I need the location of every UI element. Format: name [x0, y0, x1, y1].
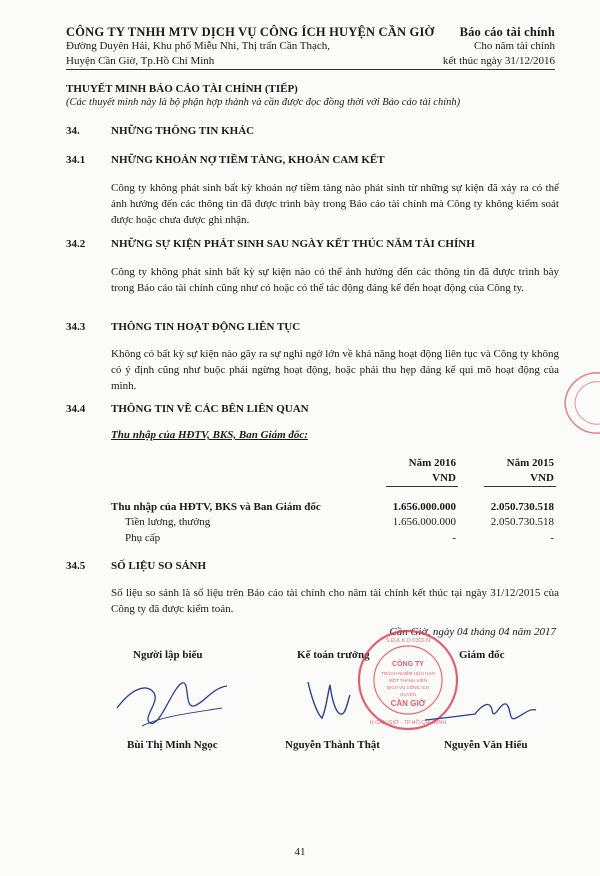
notes-title: THUYẾT MINH BÁO CÁO TÀI CHÍNH (TIẾP) — [66, 83, 298, 95]
svg-text:CÔNG TY: CÔNG TY — [392, 661, 424, 668]
section-34-5-text: Số liệu so sánh là số liệu trên Báo cáo tài chính cho năm tài chính kết thúc tại ngày 31/12/2015 của Công ty đã được kiểm toán. — [111, 587, 559, 615]
table-row: Tiền lương, thưởng — [125, 516, 211, 528]
section-34-number: 34. — [66, 125, 80, 137]
section-34-1-title: NHỮNG KHOẢN NỢ TIỀM TÀNG, KHOẢN CAM KẾT — [111, 154, 385, 166]
preparer-signature-icon — [112, 668, 232, 733]
section-34-2-text: Công ty không phát sinh bất kỳ sự kiện nào có thể ảnh hưởng đến các thông tin đã được trình bày trong Báo cáo tài chính cũng như có hoặc có thể tác động đáng kể đến hoạt động của Công ty. — [111, 266, 559, 294]
section-34-3-number: 34.3 — [66, 321, 86, 333]
table-cell-2015: 2.050.730.518 — [490, 516, 554, 528]
report-title: Báo cáo tài chính — [459, 25, 555, 39]
section-34-2-title: NHỮNG SỰ KIỆN PHÁT SINH SAU NGÀY KẾT THÚC NĂM TÀI CHÍNH — [111, 238, 475, 250]
section-34-2-number: 34.2 — [66, 238, 86, 250]
table-cell-2016: 1.656.000.000 — [392, 501, 456, 513]
preparer-name: Bùi Thị Minh Ngọc — [127, 739, 218, 751]
section-34-4-title: THÔNG TIN VỀ CÁC BÊN LIÊN QUAN — [111, 403, 309, 415]
table-row: Thu nhập của HĐTV, BKS và Ban Giám đốc — [111, 501, 321, 513]
section-34-3-text: Không có bất kỳ sự kiện nào gây ra sự nghi ngờ lớn về khả năng hoạt động liên tục và Công ty không có ý định cũng như buộc phải ngừng hoạt động, hoặc phải thu hẹp đáng kể qui mô hoạt động của mình. — [111, 348, 559, 392]
director-title: Giám đốc — [459, 649, 505, 661]
svg-text:TRÁCH NHIỆM HỮU HẠN: TRÁCH NHIỆM HỮU HẠN — [381, 671, 435, 676]
company-address-line2: Huyện Cần Giờ, Tp.Hồ Chí Minh — [66, 55, 215, 67]
svg-text:MỘT THÀNH VIÊN: MỘT THÀNH VIÊN — [388, 678, 428, 683]
header-rule — [66, 69, 555, 70]
notes-subtitle: (Các thuyết minh này là bộ phận hợp thành và cần được đọc đồng thời với Báo cáo tài chính) — [66, 97, 461, 108]
svg-text:DỊCH VỤ CÔNG ÍCH: DỊCH VỤ CÔNG ÍCH — [386, 685, 430, 690]
chief-accountant-name: Nguyễn Thành Thật — [285, 739, 380, 751]
svg-text:HUYỆN: HUYỆN — [400, 692, 416, 697]
col-2015-year: Năm 2015 — [506, 457, 554, 469]
section-34-3-title: THÔNG TIN HOẠT ĐỘNG LIÊN TỤC — [111, 321, 301, 333]
table-cell-2016: 1.656.000.000 — [392, 516, 456, 528]
company-address-line1: Đường Duyên Hải, Khu phố Miễu Nhì, Thị trấn Cần Thạch, — [66, 40, 331, 52]
svg-text:H.CẦN GIỜ - TP.HỒ CHÍ MINH: H.CẦN GIỜ - TP.HỒ CHÍ MINH — [369, 720, 447, 726]
preparer-title: Người lập biểu — [133, 649, 203, 661]
accountant-signature-icon — [300, 670, 360, 730]
section-34-title: NHỮNG THÔNG TIN KHÁC — [111, 125, 255, 137]
table-cell-2016: - — [452, 532, 456, 544]
page-number: 41 — [294, 846, 306, 858]
section-34-4-number: 34.4 — [66, 403, 86, 415]
table-cell-2015: - — [550, 532, 554, 544]
col-2015-unit: VND — [530, 472, 554, 484]
report-period-line1: Cho năm tài chính — [474, 40, 555, 52]
table-cell-2015: 2.050.730.518 — [490, 501, 554, 513]
company-name: CÔNG TY TNHH MTV DỊCH VỤ CÔNG ÍCH HUYỆN CẦN GIỜ — [66, 25, 435, 39]
director-signature-icon — [420, 690, 540, 735]
place-date: Cần Giờ, ngày 04 tháng 04 năm 2017 — [389, 626, 556, 638]
svg-text:CẦN GIỜ: CẦN GIỜ — [390, 699, 426, 708]
section-34-1-number: 34.1 — [66, 154, 86, 166]
col-2015-rule — [484, 486, 556, 487]
edge-seal-fragment-icon — [553, 368, 600, 438]
related-party-subheading: Thu nhập của HĐTV, BKS, Ban Giám đốc: — [111, 429, 308, 441]
svg-text:S.Đ.K.K.D 0302.N: S.Đ.K.K.D 0302.N — [385, 638, 431, 644]
director-name: Nguyễn Văn Hiếu — [444, 739, 528, 751]
report-period-line2: kết thúc ngày 31/12/2016 — [442, 55, 555, 67]
col-2016-unit: VND — [432, 472, 456, 484]
col-2016-year: Năm 2016 — [408, 457, 456, 469]
table-row: Phụ cấp — [125, 532, 161, 544]
section-34-5-number: 34.5 — [66, 560, 86, 572]
chief-accountant-title: Kế toán trưởng — [297, 649, 370, 661]
col-2016-rule — [386, 486, 458, 487]
section-34-1-text: Công ty không phát sinh bất kỳ khoản nợ tiềm tàng nào phát sinh từ những sự kiện đã xảy ra có thể ảnh hưởng đến các thông tin đã được trình bày trong Báo cáo tài chính mà Công ty không kiểm soát được hoặc chưa được ghi nhận. — [111, 182, 559, 226]
section-34-5-title: SỐ LIỆU SO SÁNH — [111, 560, 207, 572]
